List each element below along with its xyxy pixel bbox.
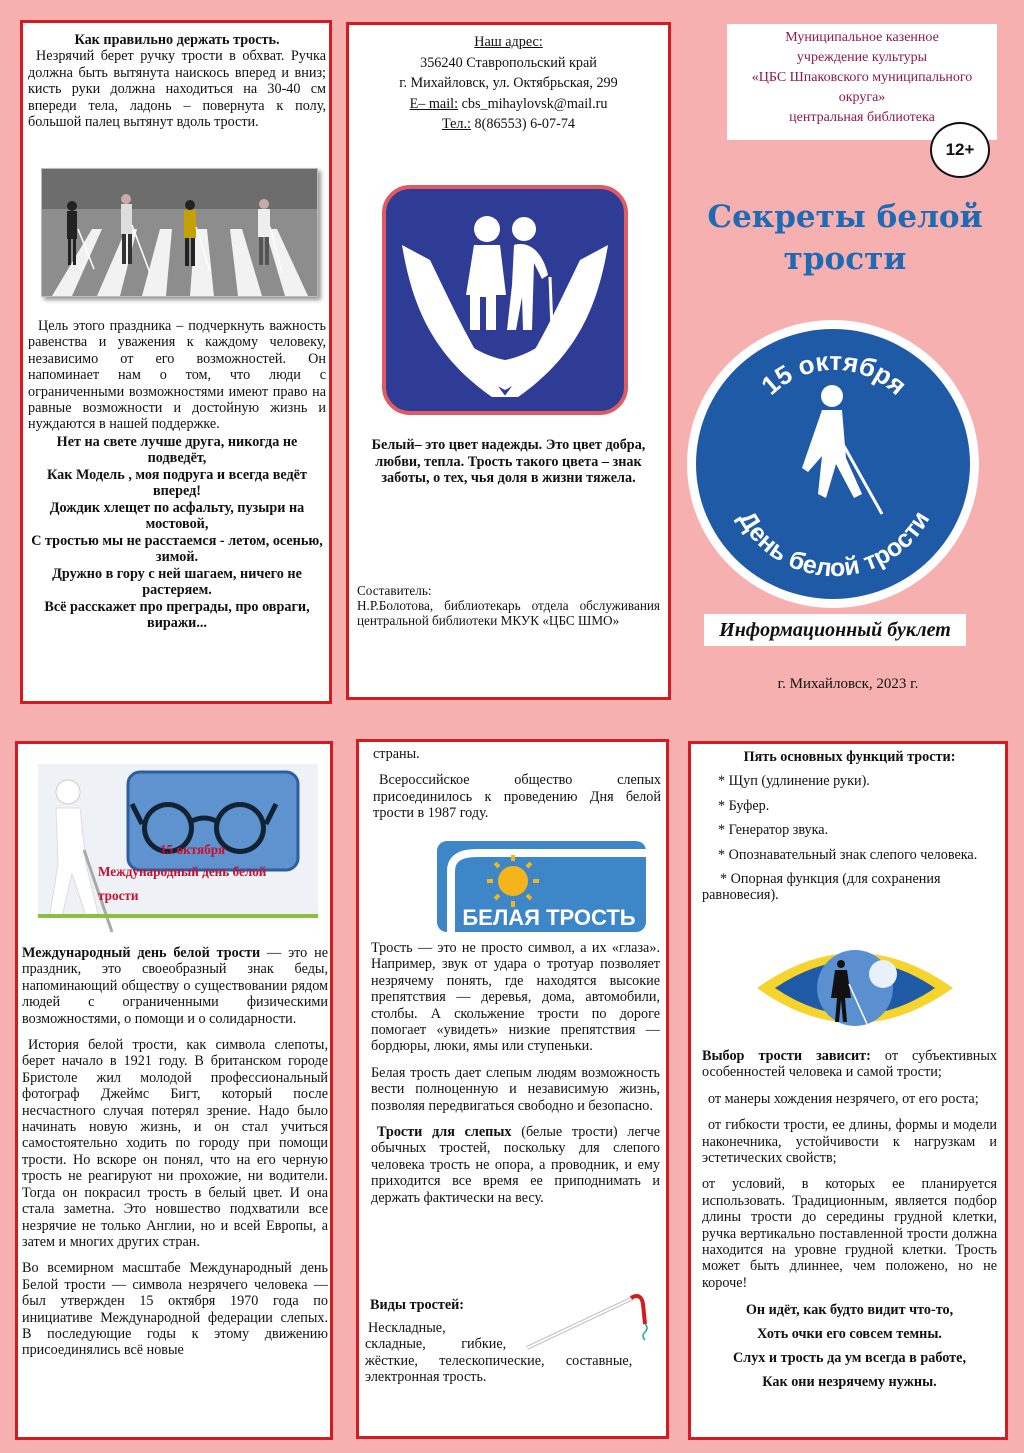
composer-text: Н.Р.Болотова, библиотекарь отдела обслуживания центральной библиотеки МКУК «ЦБС ШМО»: [357, 598, 660, 629]
canes-text: [371, 1124, 660, 1206]
goal-text: Цель этого праздника – подчеркнуть важность равенства и уважения к каждому человеку, независимо от его возможностей. Он напоминает нам о том, что люди с ограниченными возможностями имеют право на равные возможности и достойную жизнь и нуждаются в нашей поддержке.: [28, 318, 326, 433]
org-line: центральная библиотека: [789, 110, 935, 125]
eyes-text: Трость — это не просто символ, а их «глаза». Например, звук от удара о тротуар позволяет незрячему понять, где находятся высокие препятствия — деревья, дома, автомобили, столбы. А скольжение трости по дороге помогает «увидеть» низкие препятствия — бордюры, люки, ямы или ступеньки.: [371, 940, 660, 1055]
function-item: * Генератор звука.: [718, 822, 829, 839]
vos-text: Всероссийское общество слепых присоединилось к проведению Дня белой трости в 1987 году.: [373, 772, 661, 822]
choice-item: от гибкости трости, ее длины, формы и модели наконечника, устойчивости к нагрузкам и эстетических свойств;: [702, 1117, 997, 1167]
final-poem-line: Слух и трость да ум всегда в работе,: [732, 1350, 966, 1367]
eye-silhouette-image: [755, 940, 955, 1036]
poem-line: Дружно в гору с ней шагаем, ничего не растеряем.: [52, 565, 302, 599]
function-item: * Опорная функция (для сохранения равновесия).: [702, 871, 941, 904]
phone-label: Тел.:: [441, 116, 471, 132]
choice-bold: Выбор трости зависит:: [702, 1048, 871, 1064]
life-text: Белая трость дает слепым людям возможность вести полноценную и независимую жизнь, позволяя передвигаться свободно и безопасно.: [371, 1064, 660, 1114]
panel-cane-purpose: [356, 739, 669, 1439]
panel-history: [15, 741, 333, 1440]
function-item: * Буфер.: [718, 797, 770, 814]
final-poem-line: Он идёт, как будто видит что-то,: [745, 1302, 954, 1319]
types-line: электронная трость.: [365, 1369, 487, 1386]
banner-title-2: трости: [98, 888, 139, 903]
glasses-banner: [28, 764, 318, 940]
white-cane-logo: [437, 841, 646, 932]
crosswalk-photo: [41, 168, 318, 297]
white-color-text: Белый– это цвет надежды. Это цвет добра, любви, тепла. Трость такого цвета – знак заботы, о тех, чья доля в жизни тяжела.: [371, 437, 646, 487]
function-item: * Опознавательный знак слепого человека.: [718, 846, 978, 863]
hold-title: Как правильно держать трость.: [74, 32, 280, 48]
white-cane-day-emblem: [686, 318, 981, 610]
poem-line: Как Модель , моя подруга и всегда ведёт вперед!: [47, 466, 307, 500]
booklet-type-text: Информационный буклет: [719, 619, 951, 641]
address-line: 356240 Ставропольский край: [420, 54, 597, 71]
choice-text: [702, 1048, 997, 1081]
canes-bold: Трости для слепых: [377, 1124, 512, 1141]
org-line: учреждение культуры: [796, 50, 928, 65]
booklet-type: [704, 614, 966, 646]
types-line: Нескладные,: [368, 1320, 446, 1336]
hold-text: Незрячий берет ручку трости в обхват. Ручка должна быть вытянута наискось вперед и вниз; кисть руки должна находиться на 30-40 см впереди тела, ладонь – повернута к полу, большой палец вытянут вдоль трости.: [28, 48, 326, 131]
age-rating: 12+: [945, 140, 975, 159]
booklet-title: [690, 196, 1000, 280]
address-title: Наш адрес:: [474, 34, 543, 50]
poem-line: Всё расскажет про преграды, про овраги, виражи...: [44, 598, 310, 632]
choice-rest: от субъективных особенностей человека и самой трости;: [702, 1048, 997, 1081]
intro-bold: Международный день белой трости: [22, 945, 261, 961]
emblem-bottom-text: День белой трости: [732, 506, 936, 583]
canes-rest: (белые трости) легче обычных тростей, поскольку для слепого человека трость не опора, а проводник, и ему приходится все время ее приподнимать и держать фактически на весу.: [371, 1124, 661, 1206]
city-year: [728, 676, 968, 693]
poem-line: Дождик хлещет по асфальту, пузыри на мостовой,: [49, 499, 305, 533]
panel-functions: [688, 741, 1008, 1440]
title-line: трости: [783, 241, 907, 277]
composer-label: Составитель:: [357, 583, 432, 598]
emblem-top-text: 15 октября: [755, 345, 913, 401]
types-line: складные, гибкие,: [365, 1336, 507, 1353]
choice-item: от манеры хождения незрячего, от его роста;: [708, 1090, 979, 1107]
email-label: E– mail:: [409, 95, 459, 112]
final-poem-line: Хоть очки его совсем темны.: [757, 1326, 942, 1343]
email-link[interactable]: cbs_mihaylovsk@mail.ru: [461, 95, 608, 112]
panel-contacts: [346, 22, 671, 700]
panel-cane-holding: [20, 20, 332, 704]
world-text: Во всемирном масштабе Международный день Белой трости — символа незрячего человека — был утвержден 15 октября 1970 года по инициативе Международной федерации слепых. В последующие годы к этому движению присоединялись всё новые: [22, 1260, 328, 1359]
org-line: округа»: [838, 90, 886, 105]
function-item: * Щуп (удлинение руки).: [718, 773, 870, 790]
intro-text: [22, 945, 328, 1027]
phone-value: 8(86553) 6-07-74: [474, 116, 576, 132]
phone-line: [349, 114, 668, 135]
age-rating-badge: [930, 122, 990, 178]
city-year-text: г. Михайловск, 2023 г.: [777, 676, 919, 692]
choice-item: от условий, в которых ее планируется использовать. Традиционным, является подбор длины трости до середины грудной клетки, ручка вертикально поставленной трости должна находится на уровне грудной клетки. Трость может быть длиннее, чем положено, но не короче!: [702, 1176, 997, 1291]
final-poem-line: Как они незрячему нужны.: [762, 1374, 937, 1391]
poem-line: С тростью мы не расстаемся - летом, осенью, зимой.: [31, 532, 323, 566]
logo-text: БЕЛАЯ ТРОСТЬ: [462, 905, 636, 930]
address-line: г. Михайловск, ул. Октябрьская, 299: [399, 75, 618, 91]
functions-title: Пять основных функций трости:: [743, 749, 956, 765]
types-title: Виды тростей:: [370, 1297, 465, 1313]
email-line: [349, 94, 668, 115]
history-text: История белой трости, как символа слепоты, берет начало в 1921 году. В британском городе Бристоле жил молодой профессиональный фотограф Джеймс Бигт, который после несчастного случая потерял зрение. Надо было начинать новую жизнь, и он стал учиться самостоятельно ходить по городу при помощи трости. Но вскоре он понял, что на его черную трость не реагируют ни прохожие, ни водители. Тогда он покрасил трость в белый цвет. И она стала заметна. Это новшество подхватили все незрячие не только Англии, но и всей Европы, а затем и многих других стран.: [22, 1037, 328, 1250]
banner-title: Международный день белой: [98, 864, 267, 879]
types-line: жёсткие, телескопические, составные,: [365, 1352, 633, 1369]
org-line: Муниципальное казенное: [785, 30, 939, 45]
care-hands-logo: [382, 185, 628, 415]
banner-date: 15 октября: [160, 842, 226, 857]
poem-line: Нет на свете лучше друга, никогда не подведёт,: [56, 433, 298, 467]
org-line: «ЦБС Шпаковского муниципального: [751, 70, 973, 85]
continued-text: страны.: [373, 746, 420, 762]
intro-rest: — это не праздник, это своеобразный знак беды, напоминающий обществу о существовании рядом людей с ограниченными физическими возможностями, о помощи и о солидарности.: [22, 945, 328, 1027]
title-line: Секреты белой: [707, 199, 983, 235]
